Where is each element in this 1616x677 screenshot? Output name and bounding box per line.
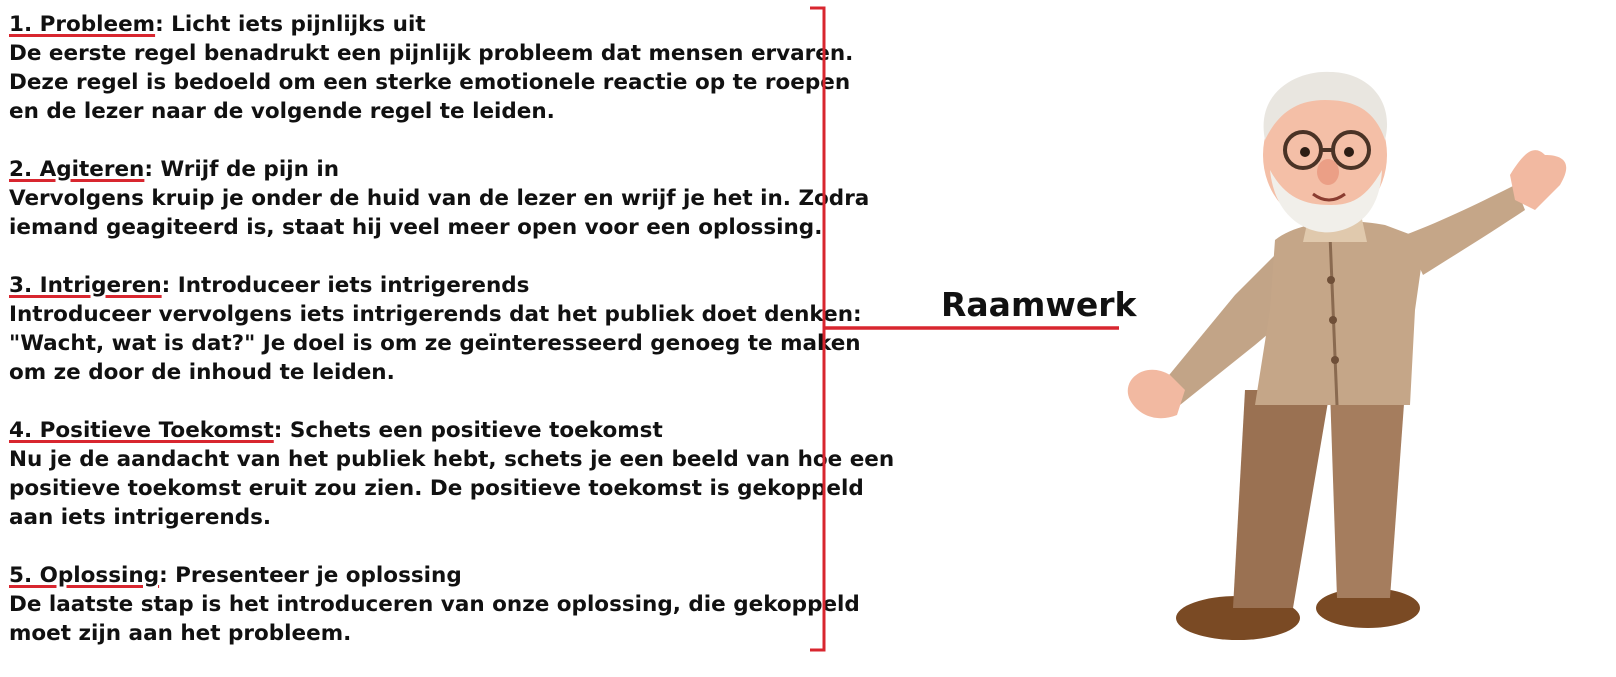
nose xyxy=(1317,159,1339,185)
right-hand xyxy=(1510,150,1566,210)
step-description-line: Deze regel is bedoeld om een sterke emotionele reactie op te roepen xyxy=(9,70,851,95)
step-solution xyxy=(9,561,860,648)
step-description-line: iemand geagiteerd is, staat hij veel meer open voor een oplossing. xyxy=(9,215,823,240)
bracket-line xyxy=(810,8,824,650)
left-eye xyxy=(1300,147,1310,157)
step-heading xyxy=(9,155,824,184)
step-description xyxy=(9,445,895,532)
step-title: 3. Intrigeren xyxy=(9,273,162,298)
step-subtitle: : Introduceer iets intrigerends xyxy=(161,273,530,298)
step-description xyxy=(9,300,862,387)
step-description-line: aan iets intrigerends. xyxy=(9,505,272,530)
step-title: 4. Positieve Toekomst xyxy=(9,418,274,443)
step-description-line: "Wacht, wat is dat?" Je doel is om ze geïnteresseerd genoeg te maken xyxy=(9,331,861,356)
step-title: 1. Probleem xyxy=(9,12,156,37)
step-title: 2. Agiteren xyxy=(9,157,145,182)
left-leg xyxy=(1233,390,1330,608)
step-intrigue xyxy=(9,271,862,387)
step-subtitle: : Wrijf de pijn in xyxy=(144,157,340,182)
button xyxy=(1327,276,1335,284)
step-agitate xyxy=(9,155,870,242)
step-description-line: Vervolgens kruip je onder de huid van de lezer en wrijf je het in. Zodra xyxy=(9,186,870,211)
step-description-line: Introduceer vervolgens iets intrigerends dat het publiek doet denken: xyxy=(9,302,862,327)
step-subtitle: : Presenteer je oplossing xyxy=(159,563,462,588)
framework-steps xyxy=(9,10,895,677)
step-heading xyxy=(9,561,824,590)
step-heading xyxy=(9,416,824,445)
framework-label: Raamwerk xyxy=(941,285,1137,324)
step-description xyxy=(9,184,870,242)
button xyxy=(1331,356,1339,364)
step-heading xyxy=(9,10,824,39)
right-eye xyxy=(1344,147,1354,157)
step-description xyxy=(9,39,854,126)
step-description-line: om ze door de inhoud te leiden. xyxy=(9,360,395,385)
step-description-line: moet zijn aan het probleem. xyxy=(9,621,352,646)
right-arm xyxy=(1405,185,1525,275)
step-description-line: positieve toekomst eruit zou zien. De positieve toekomst is gekoppeld xyxy=(9,476,864,501)
cardigan xyxy=(1255,221,1425,405)
step-subtitle: : Schets een positieve toekomst xyxy=(273,418,663,443)
bracket-connector xyxy=(810,0,1130,656)
button xyxy=(1329,316,1337,324)
elderly-man-illustration xyxy=(1105,60,1616,650)
step-problem xyxy=(9,10,854,126)
step-positive-future xyxy=(9,416,895,532)
step-description-line: en de lezer naar de volgende regel te leiden. xyxy=(9,99,555,124)
step-title: 5. Oplossing xyxy=(9,563,160,588)
step-heading xyxy=(9,271,824,300)
step-description-line: De laatste stap is het introduceren van onze oplossing, die gekoppeld xyxy=(9,592,860,617)
step-description-line: Nu je de aandacht van het publiek hebt, schets je een beeld van hoe een xyxy=(9,447,895,472)
step-description xyxy=(9,590,860,648)
step-subtitle: : Licht iets pijnlijks uit xyxy=(155,12,426,37)
right-leg xyxy=(1330,390,1405,598)
step-description-line: De eerste regel benadrukt een pijnlijk probleem dat mensen ervaren. xyxy=(9,41,854,66)
